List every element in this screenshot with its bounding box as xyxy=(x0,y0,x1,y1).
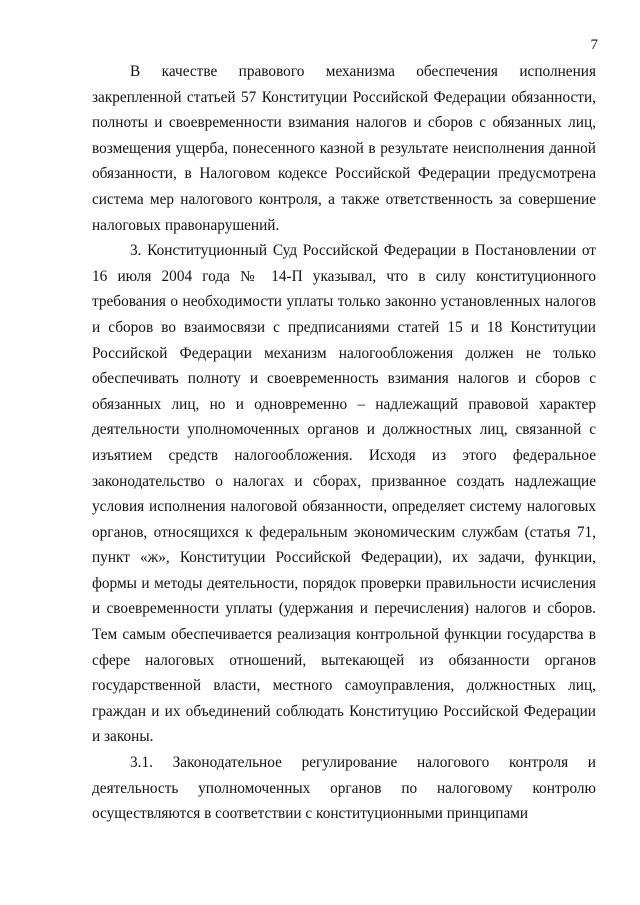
page-number: 7 xyxy=(590,37,598,53)
paragraph-constitutional-court: 3. Конституционный Суд Российской Федерации в Постановлении от 16 июля 2004 года № 14-П указывал, что в силу конституционного требования о необходимости уплаты только законно установленных налогов и сборов во взаимосвязи с предписаниями статей 15 и 18 Конституции Российской Федерации механизм налогообложения должен не только обеспечивать полноту и своевременность взимания налогов и сборов с обязанных лиц, но и одновременно – надлежащий правовой характер деятельности уполномоченных органов и должностных лиц, связанной с изъятием средств налогообложения. Исходя из этого федеральное законодательство о налогах и сборах, призванное создать надлежащие условия исполнения налоговой обязанности, определяет систему налоговых органов, относящихся к федеральным экономическим службам (статья 71, пункт «ж», Конституции Российской Федерации), их задачи, функции, формы и методы деятельности, порядок проверки правильности исчисления и своевременности уплаты (удержания и перечисления) налогов и сборов. Тем самым обеспечивается реализация контрольной функции государства в сфере налоговых отношений, вытекающей из обязанности органов государственной власти, местного самоуправления, должностных лиц, граждан и их объединений соблюдать Конституцию Российской Федерации и законы. xyxy=(92,242,596,746)
paragraph-legislative-regulation: 3.1. Законодательное регулирование налогового контроля и деятельность уполномоченных органов по налоговому контролю осуществляются в соответствии с конституционными принципами xyxy=(92,754,596,823)
paragraph-legal-mechanism: В качестве правового механизма обеспечения исполнения закрепленной статьей 57 Конституции Российской Федерации обязанности, полноты и своевременности взимания налогов и сборов с обязанных лиц, возмещения ущерба, понесенного казной в результате неисполнения данной обязанности, в Налоговом кодексе Российской Федерации предусмотрена система мер налогового контроля, а также ответственность за совершение налоговых правонарушений. xyxy=(92,63,596,234)
body-text xyxy=(92,59,596,827)
